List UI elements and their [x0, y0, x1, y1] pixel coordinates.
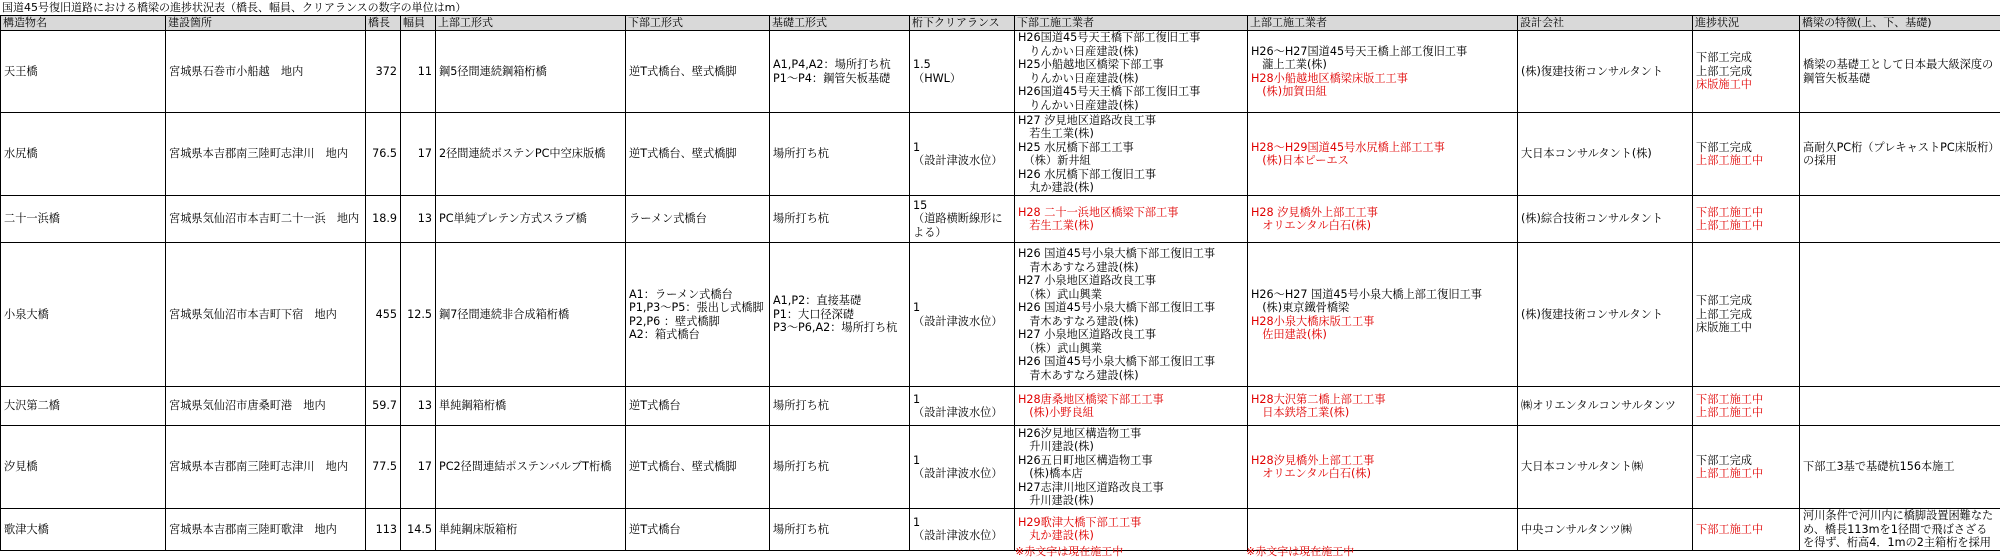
location-cell: 宮城県気仙沼市本吉町下宿 地内 — [166, 243, 366, 387]
substructure-contractor-cell-line: H27 小泉地区道路改良工事 — [1018, 328, 1157, 341]
bridge-name-cell: 汐見橋 — [1, 426, 166, 509]
superstructure-contractor-cell-line: オリエンタル白石(株) — [1251, 467, 1371, 480]
length-cell: 77.5 — [366, 426, 401, 509]
substructure-contractor-cell-line: （株）武山興業 — [1018, 287, 1102, 301]
column-header: 上部工形式 — [436, 16, 626, 31]
feature-cell — [1800, 243, 2000, 387]
clearance-cell-line: 1 — [913, 453, 921, 467]
foundation-type-cell-line: 場所打ち杭 — [773, 147, 829, 161]
feature-cell: 高耐久PC桁（プレキャストPC床版桁）の採用 — [1800, 113, 2000, 196]
substructure-contractor-cell-line: H27 汐見地区道路改良工事 — [1018, 113, 1157, 127]
design-company-cell: (株)綜合技術コンサルタント — [1518, 196, 1693, 243]
width-cell: 17 — [401, 426, 436, 509]
superstructure-contractor-cell-line: (株)東京鐵骨橋梁 — [1251, 301, 1350, 314]
design-company-cell: ㈱オリエンタルコンサルタンツ — [1518, 387, 1693, 426]
substructure-contractor-cell-line: 青木あすなろ建設(株) — [1018, 314, 1139, 328]
substructure-contractor-cell — [1015, 426, 1248, 509]
foundation-type-cell-line: A1,P4,A2：場所打ち杭 — [773, 58, 891, 71]
superstructure-contractor-cell-line: H28大沢第二橋上部工工事 — [1251, 392, 1386, 406]
superstructure-contractor-cell-line: 日本鉄塔工業(株) — [1251, 406, 1350, 419]
column-header: 上部工施工業者 — [1248, 16, 1518, 31]
substructure-contractor-cell-line: (株)橋本店 — [1018, 467, 1083, 480]
feature-cell — [1800, 387, 2000, 426]
column-header: 建設箇所 — [166, 16, 366, 31]
progress-status-cell-line: 上部工施工中 — [1696, 467, 1764, 480]
clearance-cell — [910, 426, 1015, 509]
location-cell: 宮城県気仙沼市唐桑町港 地内 — [166, 387, 366, 426]
superstructure-type-cell: PC2径間連結ポステンバルブT桁橋 — [436, 426, 626, 509]
table-row — [1, 387, 2000, 426]
column-header: 橋梁の特徴(上、下、基礎) — [1800, 16, 2000, 31]
column-header: 基礎工形式 — [770, 16, 910, 31]
substructure-contractor-cell-line: りんかい日産建設(株) — [1018, 98, 1139, 112]
location-cell: 宮城県本吉郡南三陸町志津川 地内 — [166, 113, 366, 196]
clearance-cell-line: （設計津波水位） — [913, 406, 1003, 419]
foundation-type-cell — [770, 31, 910, 113]
superstructure-type-cell: 鋼7径間連続非合成箱桁橋 — [436, 243, 626, 387]
feature-cell — [1800, 196, 2000, 243]
substructure-contractor-cell-line: 若生工業(株) — [1018, 219, 1094, 232]
superstructure-contractor-cell — [1248, 243, 1518, 387]
substructure-contractor-cell-line: H26汐見地区構造物工事 — [1018, 426, 1142, 440]
substructure-contractor-cell-line: H26 水尻橋下部工復旧工事 — [1018, 167, 1157, 181]
clearance-cell-line: 1 — [913, 140, 921, 154]
progress-status-cell — [1693, 387, 1800, 426]
super-contractor-note: ※赤文字は現在施工中 — [1246, 545, 1355, 558]
progress-status-cell-line: 下部工施工中 — [1696, 522, 1764, 536]
width-cell: 17 — [401, 113, 436, 196]
superstructure-contractor-cell — [1248, 196, 1518, 243]
clearance-cell-line: （設計津波水位） — [913, 529, 1003, 543]
design-company-cell: 大日本コンサルタント㈱ — [1518, 426, 1693, 509]
progress-status-cell-line: 上部工施工中 — [1696, 154, 1764, 167]
superstructure-contractor-cell-line: H26～H27 国道45号小泉大橋上部工復旧工事 — [1251, 287, 1482, 301]
substructure-contractor-cell-line: H26 国道45号小泉大橋下部工復旧工事 — [1018, 301, 1216, 314]
column-header: 幅員 — [401, 16, 436, 31]
location-cell: 宮城県石巻市小船越 地内 — [166, 31, 366, 113]
substructure-contractor-cell — [1015, 31, 1248, 113]
substructure-contractor-cell-line: 升川建設(株) — [1018, 494, 1094, 507]
foundation-type-cell — [770, 387, 910, 426]
substructure-contractor-cell — [1015, 196, 1248, 243]
foundation-type-cell-line: P1～P4：鋼管矢板基礎 — [773, 71, 891, 85]
substructure-contractor-cell-line: H29歌津大橋下部工工事 — [1018, 515, 1142, 529]
progress-status-cell-line: 上部工完成 — [1696, 307, 1752, 321]
table-row — [1, 509, 2000, 551]
substructure-contractor-cell-line: H25小船越地区橋梁下部工事 — [1018, 58, 1164, 71]
superstructure-contractor-cell — [1248, 426, 1518, 509]
header-row — [1, 16, 2000, 31]
table-row — [1, 31, 2000, 113]
location-cell: 宮城県本吉郡南三陸町志津川 地内 — [166, 426, 366, 509]
bridge-name-cell: 二十一浜橋 — [1, 196, 166, 243]
width-cell: 13 — [401, 387, 436, 426]
superstructure-contractor-cell-line: H28～H29国道45号水尻橋上部工工事 — [1251, 140, 1445, 154]
substructure-type-cell: 逆T式橋台 — [626, 387, 770, 426]
substructure-contractor-cell-line: 青木あすなろ建設(株) — [1018, 260, 1139, 274]
length-cell: 76.5 — [366, 113, 401, 196]
substructure-type-cell — [626, 243, 770, 387]
substructure-contractor-cell — [1015, 509, 1248, 551]
progress-status-cell — [1693, 113, 1800, 196]
column-header: 橋長 — [366, 16, 401, 31]
clearance-cell-line: 1.5 — [913, 58, 931, 71]
substructure-contractor-cell-line: H27志津川地区道路改良工事 — [1018, 480, 1164, 494]
bridge-name-cell: 水尻橋 — [1, 113, 166, 196]
substructure-contractor-cell-line: (株)小野良組 — [1018, 406, 1094, 419]
clearance-cell-line: （設計津波水位） — [913, 154, 1003, 167]
superstructure-contractor-cell-line: H26～H27国道45号天王橋上部工復旧工事 — [1251, 44, 1468, 58]
substructure-type-cell-line: A1：ラーメン式橋台 — [629, 287, 733, 301]
superstructure-contractor-cell-line: (株)加賀田組 — [1251, 85, 1327, 98]
bridge-name-cell: 小泉大橋 — [1, 243, 166, 387]
substructure-contractor-cell-line: （株）新井組 — [1018, 154, 1091, 167]
substructure-contractor-cell-line: りんかい日産建設(株) — [1018, 44, 1139, 58]
clearance-cell-line: 1 — [913, 515, 921, 529]
foundation-type-cell — [770, 113, 910, 196]
feature-cell: 橋梁の基礎工として日本最大級深度の鋼管矢板基礎 — [1800, 31, 2000, 113]
substructure-contractor-cell-line: H26 国道45号小泉大橋下部工復旧工事 — [1018, 355, 1216, 368]
bridge-name-cell: 天王橋 — [1, 31, 166, 113]
superstructure-contractor-cell-line: H28 汐見橋外上部工工事 — [1251, 205, 1378, 219]
length-cell: 18.9 — [366, 196, 401, 243]
design-company-cell: 大日本コンサルタント(株) — [1518, 113, 1693, 196]
progress-status-cell — [1693, 31, 1800, 113]
superstructure-type-cell: 鋼5径間連続鋼箱桁橋 — [436, 31, 626, 113]
substructure-type-cell-line: P1,P3～P5：張出し式橋脚 — [629, 301, 764, 314]
substructure-contractor-cell-line: H28 二十一浜地区橋梁下部工事 — [1018, 205, 1179, 219]
length-cell: 59.7 — [366, 387, 401, 426]
foundation-type-cell — [770, 426, 910, 509]
substructure-type-cell-line: P2,P6 ：壁式橋脚 — [629, 314, 720, 328]
feature-cell: 河川条件で河川内に橋脚設置困難なため、橋長113mを1径間で飛ばさざるを得ず、桁高4．1mの2主箱桁を採用 — [1800, 509, 2000, 551]
superstructure-type-cell: 単純鋼床版箱桁 — [436, 509, 626, 551]
progress-status-cell-line: 下部工施工中 — [1696, 392, 1764, 406]
progress-status-cell-line: 上部工施工中 — [1696, 406, 1764, 419]
substructure-contractor-cell-line: H27 小泉地区道路改良工事 — [1018, 274, 1157, 287]
substructure-contractor-cell-line: H26国道45号天王橋下部工復旧工事 — [1018, 31, 1201, 44]
superstructure-contractor-cell-line: H28小船越地区橋梁床版工工事 — [1251, 71, 1408, 85]
clearance-cell-line: （道路横断線形による） — [913, 212, 1003, 239]
superstructure-contractor-cell-line: オリエンタル白石(株) — [1251, 219, 1371, 232]
foundation-type-cell-line: P1：大口径深礎 — [773, 307, 854, 321]
column-header: 下部工形式 — [626, 16, 770, 31]
clearance-cell — [910, 387, 1015, 426]
superstructure-contractor-cell — [1248, 113, 1518, 196]
clearance-cell — [910, 196, 1015, 243]
progress-status-cell-line: 床版施工中 — [1696, 78, 1752, 92]
progress-status-cell — [1693, 196, 1800, 243]
clearance-cell-line: 1 — [913, 392, 921, 406]
width-cell: 14.5 — [401, 509, 436, 551]
bridge-name-cell: 歌津大橋 — [1, 509, 166, 551]
substructure-contractor-cell-line: H28唐桑地区橋梁下部工工事 — [1018, 392, 1164, 406]
progress-status-cell-line: 床版施工中 — [1696, 321, 1752, 335]
clearance-cell-line: （設計津波水位） — [913, 314, 1003, 328]
progress-status-cell-line: 下部工完成 — [1696, 140, 1752, 154]
feature-cell: 下部工3基で基礎杭156本施工 — [1800, 426, 2000, 509]
table-row — [1, 243, 2000, 387]
substructure-contractor-cell — [1015, 113, 1248, 196]
superstructure-contractor-cell — [1248, 509, 1518, 551]
foundation-type-cell — [770, 243, 910, 387]
page-title: 国道45号復旧道路における橋梁の進捗状況表（橋長、幅員、クリアランスの数字の単位はm） — [2, 1, 467, 14]
foundation-type-cell-line: 場所打ち杭 — [773, 399, 829, 413]
sub-contractor-note: ※赤文字は現在施工中 — [1015, 545, 1124, 558]
substructure-type-cell: 逆T式橋台 — [626, 509, 770, 551]
substructure-type-cell: 逆T式橋台、壁式橋脚 — [626, 113, 770, 196]
clearance-cell — [910, 243, 1015, 387]
clearance-cell — [910, 509, 1015, 551]
superstructure-type-cell: PC単純プレテン方式スラブ橋 — [436, 196, 626, 243]
clearance-cell — [910, 31, 1015, 113]
substructure-contractor-cell-line: 若生工業(株) — [1018, 127, 1094, 140]
foundation-type-cell-line: 場所打ち杭 — [773, 460, 829, 474]
column-header: 桁下クリアランス — [910, 16, 1015, 31]
substructure-contractor-cell — [1015, 243, 1248, 387]
substructure-contractor-cell-line: H26五日町地区構造物工事 — [1018, 453, 1153, 467]
superstructure-contractor-cell-line: 瀧上工業(株) — [1251, 58, 1327, 71]
table-row — [1, 426, 2000, 509]
superstructure-contractor-cell-line: H28汐見橋外上部工工事 — [1251, 453, 1375, 467]
progress-status-cell-line: 下部工完成 — [1696, 294, 1752, 308]
superstructure-type-cell: 2径間連続ポステンPC中空床版橋 — [436, 113, 626, 196]
clearance-cell — [910, 113, 1015, 196]
superstructure-contractor-cell — [1248, 387, 1518, 426]
foundation-type-cell-line: 場所打ち杭 — [773, 522, 829, 536]
substructure-contractor-cell-line: H25 水尻橋下部工工事 — [1018, 140, 1134, 154]
foundation-type-cell-line: P3～P6,A2：場所打ち杭 — [773, 321, 898, 335]
foundation-type-cell-line: A1,P2：直接基礎 — [773, 294, 862, 308]
substructure-contractor-cell-line: りんかい日産建設(株) — [1018, 71, 1139, 85]
substructure-contractor-cell-line: 青木あすなろ建設(株) — [1018, 368, 1139, 382]
design-company-cell: (株)復建技術コンサルタント — [1518, 31, 1693, 113]
table-row — [1, 113, 2000, 196]
progress-status-cell — [1693, 426, 1800, 509]
width-cell: 13 — [401, 196, 436, 243]
width-cell: 12.5 — [401, 243, 436, 387]
progress-status-cell-line: 上部工完成 — [1696, 64, 1752, 78]
substructure-type-cell-line: A2：箱式橋台 — [629, 328, 700, 341]
progress-status-cell — [1693, 509, 1800, 551]
superstructure-contractor-cell — [1248, 31, 1518, 113]
substructure-contractor-cell — [1015, 387, 1248, 426]
superstructure-contractor-cell-line: 佐田建設(株) — [1251, 328, 1327, 341]
column-header: 構造物名 — [1, 16, 166, 31]
bridge-progress-table — [0, 15, 2000, 551]
width-cell: 11 — [401, 31, 436, 113]
superstructure-type-cell: 単純鋼箱桁橋 — [436, 387, 626, 426]
foundation-type-cell-line: 場所打ち杭 — [773, 212, 829, 226]
substructure-contractor-cell-line: 升川建設(株) — [1018, 440, 1094, 453]
substructure-type-cell: 逆T式橋台、壁式橋脚 — [626, 31, 770, 113]
length-cell: 372 — [366, 31, 401, 113]
clearance-cell-line: （HWL） — [913, 71, 962, 85]
substructure-contractor-cell-line: （株）武山興業 — [1018, 341, 1102, 355]
column-header: 進捗状況 — [1693, 16, 1800, 31]
foundation-type-cell — [770, 509, 910, 551]
substructure-contractor-cell-line: 丸か建設(株) — [1018, 181, 1094, 194]
location-cell: 宮城県本吉郡南三陸町歌津 地内 — [166, 509, 366, 551]
table-row — [1, 196, 2000, 243]
progress-status-cell-line: 上部工施工中 — [1696, 219, 1764, 232]
column-header: 設計会社 — [1518, 16, 1693, 31]
substructure-type-cell: ラーメン式橋台 — [626, 196, 770, 243]
bridge-name-cell: 大沢第二橋 — [1, 387, 166, 426]
superstructure-contractor-cell-line: (株)日本ピーエス — [1251, 154, 1349, 167]
substructure-contractor-cell-line: 丸か建設(株) — [1018, 529, 1094, 543]
clearance-cell-line: 1 — [913, 301, 921, 314]
location-cell: 宮城県気仙沼市本吉町二十一浜 地内 — [166, 196, 366, 243]
substructure-contractor-cell-line: H26 国道45号小泉大橋下部工復旧工事 — [1018, 247, 1216, 260]
length-cell: 113 — [366, 509, 401, 551]
progress-status-cell-line: 下部工施工中 — [1696, 205, 1764, 219]
substructure-type-cell: 逆T式橋台、壁式橋脚 — [626, 426, 770, 509]
foundation-type-cell — [770, 196, 910, 243]
design-company-cell: (株)復建技術コンサルタント — [1518, 243, 1693, 387]
design-company-cell: 中央コンサルタンツ㈱ — [1518, 509, 1693, 551]
superstructure-contractor-cell-line: H28小泉大橋床版工工事 — [1251, 314, 1375, 328]
clearance-cell-line: 15 — [913, 198, 928, 212]
length-cell: 455 — [366, 243, 401, 387]
progress-status-cell-line: 下部工完成 — [1696, 453, 1752, 467]
progress-status-cell-line: 下部工完成 — [1696, 51, 1752, 65]
progress-status-cell — [1693, 243, 1800, 387]
column-header: 下部工施工業者 — [1015, 16, 1248, 31]
clearance-cell-line: （設計津波水位） — [913, 467, 1003, 480]
substructure-contractor-cell-line: H26国道45号天王橋下部工復旧工事 — [1018, 85, 1201, 98]
